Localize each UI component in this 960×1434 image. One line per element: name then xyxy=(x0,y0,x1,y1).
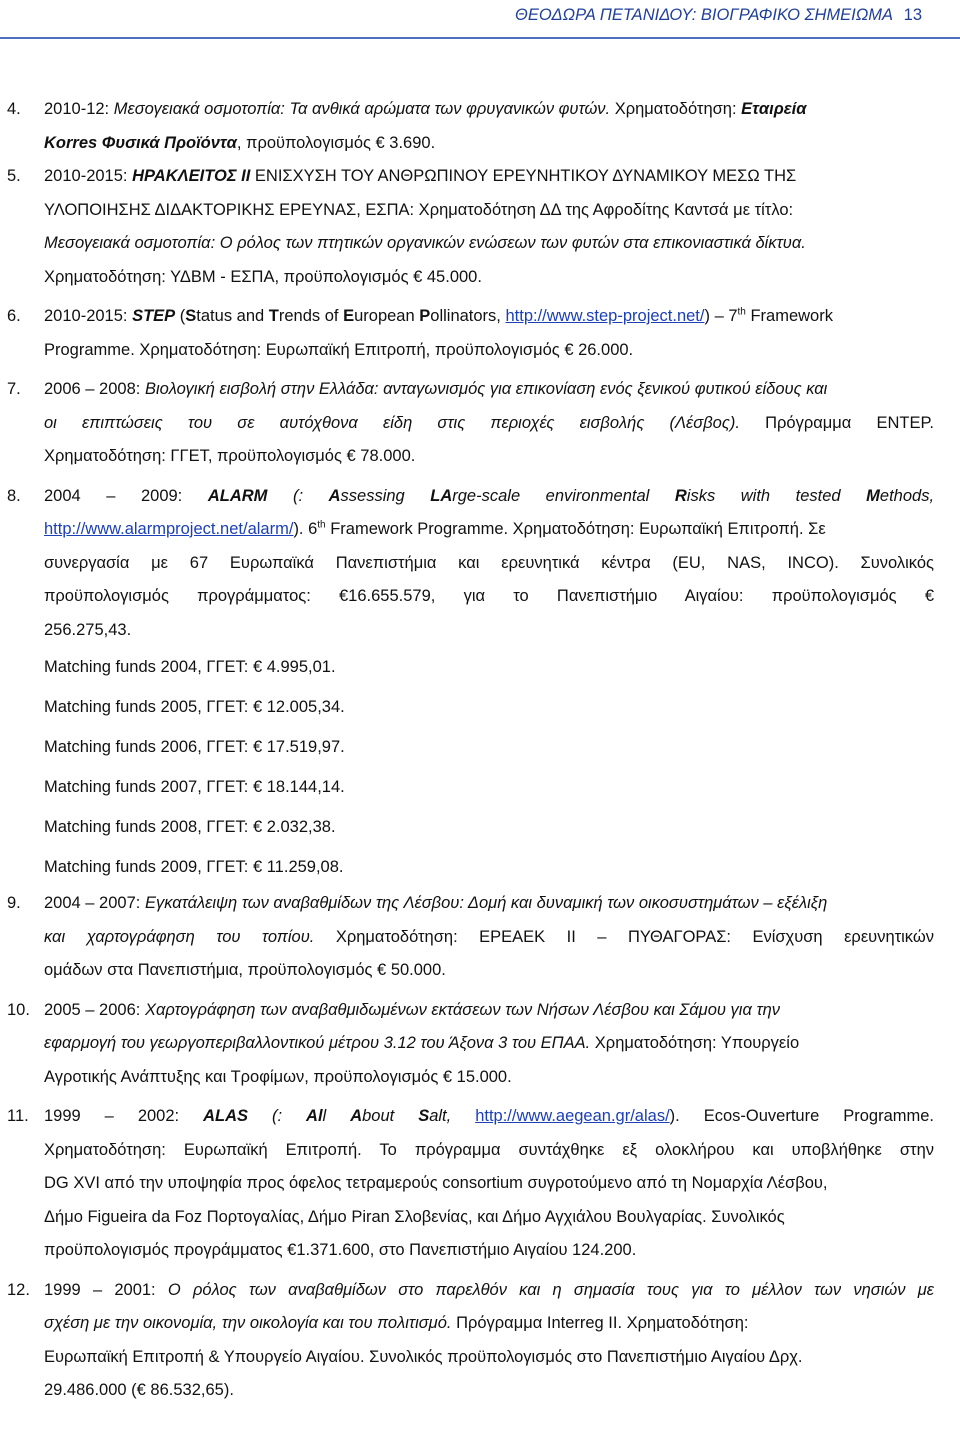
matching-funds-line: Matching funds 2007, ΓΓΕΤ: € 18.144,14. xyxy=(44,778,345,796)
item-funder: Εταιρεία xyxy=(741,100,807,118)
item-number: 6. xyxy=(7,307,21,325)
acronym-letter: P xyxy=(419,307,431,325)
item-text: Framework Programme. Χρηματοδότηση: Ευρωπαϊκή Επιτροπή. Σε xyxy=(325,520,826,538)
item-years: 1999 – 2001: xyxy=(44,1280,168,1299)
matching-funds-line: Matching funds 2009, ΓΓΕΤ: € 11.259,08. xyxy=(44,858,344,876)
item-line: προϋπολογισμός προγράμματος €1.371.600, στο Πανεπιστήμιο Αιγαίου 124.200. xyxy=(44,1241,637,1259)
item-number: 8. xyxy=(7,486,21,505)
item-line: Χρηματοδότηση: ΓΓΕΤ, προϋπολογισμός € 78.000. xyxy=(44,447,416,465)
list-item xyxy=(0,480,960,888)
item-line: 256.275,43. xyxy=(44,620,132,639)
item-title: Μεσογειακά οσμοτοπία: Ο ρόλος των πτητικών οργανικών ενώσεων των φυτών στα επικονιαστικά δίκτυα. xyxy=(44,234,806,252)
matching-funds-line: Matching funds 2006, ΓΓΕΤ: € 17.519,97. xyxy=(44,738,345,756)
item-line xyxy=(44,1307,934,1341)
item-line xyxy=(44,1274,934,1308)
item-text: tatus and xyxy=(196,307,269,325)
project-link[interactable]: http://www.step-project.net/ xyxy=(505,307,705,325)
item-text: uropean xyxy=(354,307,420,325)
acronym-letter: S xyxy=(185,307,197,325)
superscript: th xyxy=(737,306,746,318)
item-title: Ο ρόλος των αναβαθμίδων στο παρελθόν και η σημασία τους για το μέλλον των νησιών με xyxy=(167,1280,934,1299)
item-line: Ευρωπαϊκή Επιτροπή & Υπουργείο Αιγαίου. Συνολικός προϋπολογισμός στο Πανεπιστήμιο Αιγαίου Δρχ. xyxy=(44,1347,803,1366)
item-line xyxy=(44,921,934,955)
item-title: Μεσογειακά οσμοτοπία: Τα ανθικά αρώματα των φρυγανικών φυτών. xyxy=(113,100,611,118)
item-text: Framework xyxy=(745,307,833,325)
item-line: 29.486.000 (€ 86.532,65). xyxy=(44,1381,234,1399)
item-years: 2006 – 2008: xyxy=(44,380,145,398)
acronym-letter: LA xyxy=(430,486,453,505)
item-text: Πρόγραμμα Interreg II. Χρηματοδότηση: xyxy=(451,1314,749,1332)
matching-funds-line: Matching funds 2004, ΓΓΕΤ: € 4.995,01. xyxy=(44,658,336,676)
item-line xyxy=(44,994,934,1028)
item-line xyxy=(44,513,934,547)
item-text: ethods, xyxy=(879,486,934,505)
item-funder: Korres Φυσικά Προϊόντα xyxy=(44,133,237,152)
item-line: Χρηματοδότηση: Ευρωπαϊκή Επιτροπή. Το πρόγραμμα συντάχθηκε εξ ολοκλήρου και υποβλήθηκε στην xyxy=(44,1140,934,1159)
item-title: οι επιπτώσεις του σε αυτόχθονα είδη στις περιοχές εισβολής (Λέσβος). xyxy=(44,413,740,432)
list-item xyxy=(0,1274,960,1408)
acronym-letter: M xyxy=(866,486,880,505)
page-number: 13 xyxy=(903,6,922,24)
item-line xyxy=(44,1100,934,1134)
acronym-letter: A xyxy=(328,486,341,505)
matching-funds-line: Matching funds 2005, ΓΓΕΤ: € 12.005,34. xyxy=(44,698,345,716)
item-text: ΕΝΙΣΧΥΣΗ ΤΟΥ ΑΝΘΡΩΠΙΝΟΥ ΕΡΕΥΝΗΤΙΚΟΥ ΔΥΝΑΜΙΚΟΥ ΜΕΣΩ ΤΗΣ xyxy=(250,167,797,185)
item-years: 2010-12: xyxy=(44,100,114,118)
item-line xyxy=(44,127,934,161)
item-line: Χρηματοδότηση: ΥΔΒΜ - ΕΣΠΑ, προϋπολογισμός € 45.000. xyxy=(44,267,482,286)
item-text: ) – 7 xyxy=(704,307,738,325)
header-rule xyxy=(0,37,960,39)
item-number: 9. xyxy=(7,894,21,912)
item-text: (: xyxy=(267,486,329,505)
item-text: ( xyxy=(175,307,186,325)
item-line xyxy=(44,480,934,514)
item-text: isks with tested xyxy=(686,486,867,505)
list-item xyxy=(0,373,960,474)
item-title: εφαρμογή του γεωργοπεριβαλλοντικού μέτρου 3.12 του Άξονα 3 του ΕΠΑΑ. xyxy=(44,1034,591,1052)
item-title: Χαρτογράφηση των αναβαθμιδωμένων εκτάσεων των Νήσων Λέσβου και Σάμου για την xyxy=(144,1000,781,1019)
item-text: alt, xyxy=(429,1107,476,1125)
list-item xyxy=(0,1100,960,1268)
list-item xyxy=(0,887,960,988)
item-title: Εγκατάλειψη των αναβαθμίδων της Λέσβου: Δομή και δυναμική των οικοσυστημάτων – εξέλιξη xyxy=(144,894,828,912)
item-number: 5. xyxy=(7,167,21,185)
item-acronym: ALAS xyxy=(203,1107,249,1125)
item-line: ΥΛΟΠΟΙΗΣΗΣ ΔΙΔΑΚΤΟΡΙΚΗΣ ΕΡΕΥΝΑΣ, ΕΣΠΑ: Χρηματοδότηση ΔΔ της Αφροδίτης Καντσά με τίτλο: xyxy=(44,200,794,219)
list-item xyxy=(0,93,960,160)
item-number: 7. xyxy=(7,380,21,398)
acronym-letter: S xyxy=(418,1107,430,1125)
item-acronym: STEP xyxy=(132,307,176,325)
item-text: , προϋπολογισμός € 3.690. xyxy=(236,133,436,152)
superscript: th xyxy=(317,519,326,531)
item-line xyxy=(44,300,934,334)
item-number: 11. xyxy=(7,1107,29,1125)
project-link[interactable]: http://www.alarmproject.net/alarm/ xyxy=(44,520,294,538)
item-line xyxy=(44,887,934,921)
acronym-letter: R xyxy=(674,486,687,505)
item-line xyxy=(44,407,934,441)
item-line xyxy=(44,160,934,194)
item-text: Πρόγραμμα ΕΝΤΕΡ. xyxy=(739,413,934,432)
item-number: 10. xyxy=(7,1000,30,1019)
acronym-letter: A xyxy=(350,1107,363,1125)
item-line: Programme. Χρηματοδότηση: Ευρωπαϊκή Επιτροπή, προϋπολογισμός € 26.000. xyxy=(44,340,634,359)
acronym-letter: T xyxy=(268,307,279,325)
item-text: rends of xyxy=(278,307,344,325)
item-text: ssessing xyxy=(340,486,431,505)
item-line: Αγροτικής Ανάπτυξης και Τροφίμων, προϋπολογισμός € 15.000. xyxy=(44,1067,512,1086)
item-line xyxy=(44,1027,934,1061)
item-line: DG XVI από την υποψηφία προς όφελος τετραμερούς consortium συγροτούμενο από τη Νομαρχία Λέσβου, xyxy=(44,1174,828,1192)
item-text: bout xyxy=(362,1107,419,1125)
item-years: 2004 – 2009: xyxy=(44,486,208,505)
item-line: Δήμο Figueira da Foz Πορτογαλίας, Δήμο Piran Σλοβενίας, και Δήμο Αγχιάλου Βουλγαρίας. Συνολικός xyxy=(44,1207,785,1226)
list-item xyxy=(0,994,960,1095)
acronym-letter: E xyxy=(343,307,355,325)
item-number: 12. xyxy=(7,1280,30,1299)
item-text: (: xyxy=(248,1107,307,1125)
item-acronym: ALARM xyxy=(207,486,268,505)
project-link[interactable]: http://www.aegean.gr/alas/ xyxy=(475,1107,670,1125)
item-years: 2005 – 2006: xyxy=(44,1000,145,1019)
matching-funds-line: Matching funds 2008, ΓΓΕΤ: € 2.032,38. xyxy=(44,818,336,836)
header-title: ΘΕΟΔΩΡΑ ΠΕΤΑΝΙΔΟΥ: ΒΙΟΓΡΑΦΙΚΟ ΣΗΜΕΙΩΜΑ xyxy=(515,6,894,24)
item-text: Χρηματοδότηση: ΕΡΕΑΕΚ ΙΙ – ΠΥΘΑΓΟΡΑΣ: Ενίσχυση ερευνητικών xyxy=(314,927,934,946)
item-text: ). Ecos-Ouverture Programme. xyxy=(669,1107,934,1125)
item-years: 1999 – 2002: xyxy=(44,1107,204,1125)
list-item xyxy=(0,160,960,294)
item-years: 2004 – 2007: xyxy=(44,894,145,912)
item-text: ollinators, xyxy=(430,307,506,325)
item-line: ομάδων στα Πανεπιστήμια, προϋπολογισμός € 50.000. xyxy=(44,961,446,979)
item-text: ). 6 xyxy=(293,520,318,538)
item-line: προϋπολογισμός προγράμματος: €16.655.579, για το Πανεπιστήμιο Αιγαίου: προϋπολογισμός € xyxy=(44,587,934,605)
item-text: Χρηματοδότηση: Υπουργείο xyxy=(590,1034,800,1052)
project-list xyxy=(0,93,960,1408)
item-line xyxy=(44,93,934,127)
list-item xyxy=(0,300,960,367)
item-number: 4. xyxy=(7,100,21,118)
item-text: l xyxy=(322,1107,351,1125)
item-line xyxy=(44,373,934,407)
page-header xyxy=(515,6,922,25)
item-title: σχέση με την οικονομία, την οικολογία και του πολιτισμό. xyxy=(44,1314,452,1332)
item-acronym: ΗΡΑΚΛΕΙΤΟΣ ΙΙ xyxy=(132,167,251,185)
item-text: Χρηματοδότηση: xyxy=(610,100,742,118)
acronym-letter: Al xyxy=(306,1107,323,1125)
item-title: και χαρτογράφηση του τοπίου. xyxy=(44,927,315,946)
item-years: 2010-2015: xyxy=(44,307,133,325)
item-years: 2010-2015: xyxy=(44,167,133,185)
item-line: συνεργασία με 67 Ευρωπαϊκά Πανεπιστήμια και ερευνητικά κέντρα (EU, NAS, INCO). Συνολικός xyxy=(44,553,934,572)
item-text: rge-scale environmental xyxy=(452,486,675,505)
item-title: Βιολογική εισβολή στην Ελλάδα: ανταγωνισμός για επικονίαση ενός ξενικού φυτικού είδους και xyxy=(144,380,828,398)
